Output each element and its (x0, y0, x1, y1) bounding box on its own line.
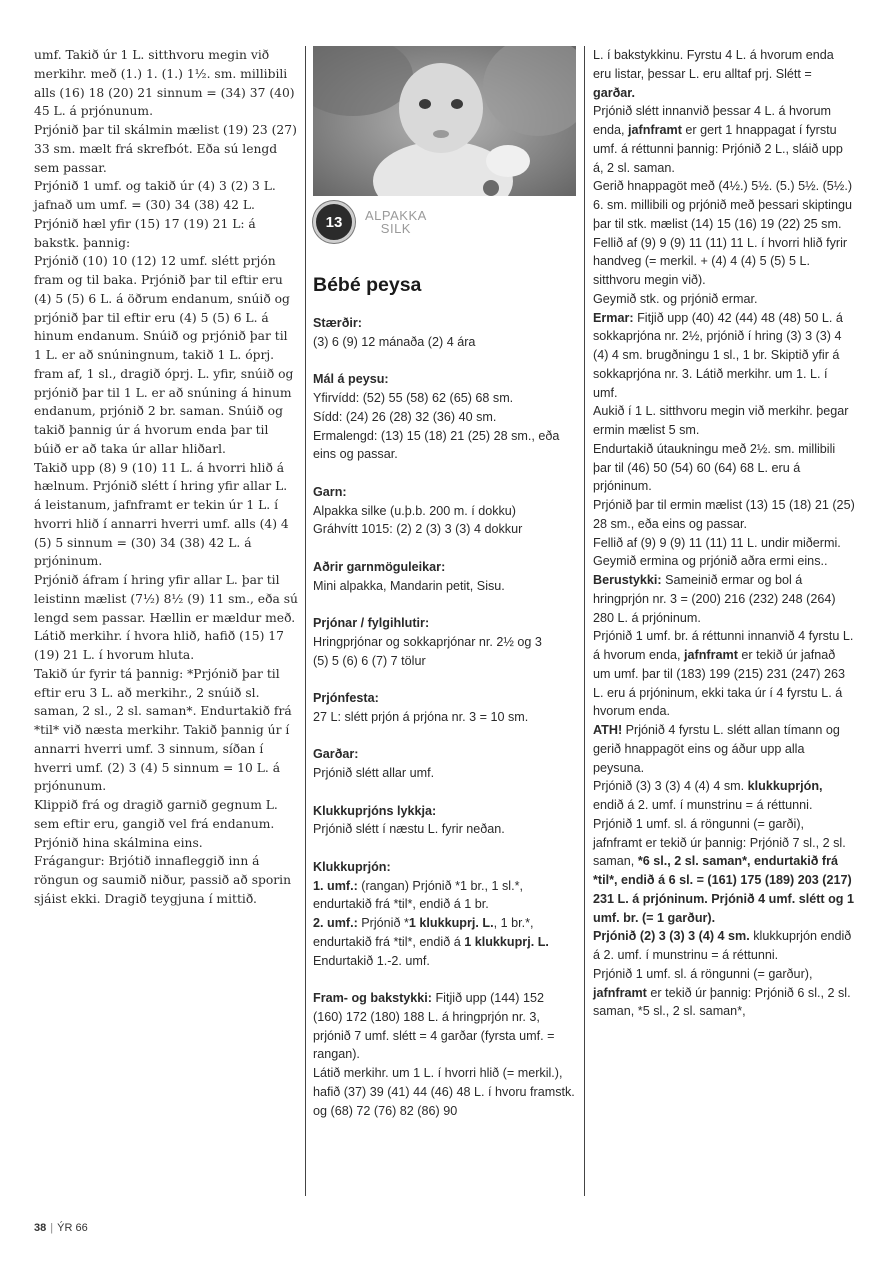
paragraph (593, 777, 855, 815)
section-alt-yarn (313, 558, 576, 596)
column-divider-right (584, 46, 585, 1196)
footer-separator: | (50, 1222, 54, 1234)
yarn-brand-line1: ALPAKKA (365, 208, 427, 223)
section-line: 27 L: slétt prjón á prjóna nr. 3 = 10 sm. (313, 709, 529, 724)
section-body (313, 989, 576, 1120)
text: er gert 1 hnappagat í fyrstu umf. á réttunni þannig: Prjónið 2 L., sláið upp á, 2 sl. saman. (593, 123, 843, 175)
note-label: ATH! (593, 723, 623, 737)
paragraph: Prjónið (10) 10 (12) 12 umf. slétt prjón fram og til baka. Prjónið þar til eftir eru (4) 5 (5) 6 L. á öðrum endanum, snúið og prjónið þar til eftir eru (4) 5 (5) 6 L. á hinum endanum. Snúið og prjónið þar til 1 L. er að snúningnum, takið 1 L. óprj. fram af, 1 sl., dragið óprj. L. yfir, snúið og prjónið þar til 1 L. er að snúning á hinum endanum, prjónið 2 br. saman. Snúið og takið þannig úr á hvorum enda þar til búið er að taka úr allar hliðarl. (34, 254, 294, 456)
row-text-bold: 1 klukkuprj. L. (464, 934, 549, 949)
section-heading: Klukkuprjóns lykkja: (313, 803, 437, 818)
pattern-title: Bébé peysa (313, 274, 422, 296)
section-gauge (313, 689, 576, 727)
paragraph: Gerið hnappagöt með (4½.) 5½. (5.) 5½. (5½.) 6. sm. millibili og prjónið með þessari skiptingu þar til stk. mælist (14) 15 (16) 19 (22) 25 sm. Fellið af (9) 9 (9) 11 (11) 11 L. í hvorri hlið fyrir handveg (= merkil. + (4) 4 (4) 5 (5) 5 L. sitthvoru megin við). (593, 179, 853, 287)
text: L. í bakstykkinu. Fyrstu 4 L. á hvorum enda eru listar, þessar L. eru alltaf prj. Slétt = (593, 48, 834, 81)
section-heading: Prjónfesta: (313, 691, 379, 705)
section-line: Yfirvídd: (52) 55 (58) 62 (65) 68 sm. (313, 391, 514, 405)
section-heading: Klukkuprjón: (313, 859, 391, 874)
row-text: (rangan) Prjónið *1 br., 1 sl.*, endurtakið frá *til*, endið á 1 br. (313, 878, 523, 912)
text: er tekið úr jafnað um umf. þar til (183) 199 (215) 231 (247) 263 L. eru á prjóninum, ekki taka úr í 4 fyrstu L. á hvorum enda. (593, 648, 846, 719)
row-text-bold: 1 klukkuprj. L. (408, 916, 494, 930)
section-line: Prjónið slétt í næstu L. fyrir neðan. (313, 822, 505, 837)
section-line: Ermalengd: (13) 15 (18) 21 (25) 28 sm., eða eins og passar. (313, 428, 560, 462)
section-sizes (313, 314, 576, 352)
section-label: Berustykki: (593, 573, 662, 587)
section-garter (313, 745, 576, 783)
paragraph: Fellið af (9) 9 (9) 11 (11) 11 L. undir miðermi. (593, 535, 841, 550)
body-paragraph (313, 989, 576, 1064)
paragraph (593, 815, 855, 928)
text: er tekið úr þannig: Prjónið 6 sl., 2 sl. saman, *5 sl., 2 sl. saman*, (593, 985, 851, 1019)
row-label: 2. umf.: (313, 916, 358, 930)
row-text: Prjónið * (357, 916, 409, 930)
text: Prjónið slétt innanvið þessar 4 L. á hvorum enda, (593, 104, 832, 137)
paragraph: Endurtakið útaukningu með 2½. sm. millibili þar til (46) 50 (54) 60 (64) 68 L. eru á prjóninum. (593, 441, 836, 494)
paragraph (593, 571, 855, 627)
section-heading: Prjónar / fylgihlutir: (313, 616, 430, 630)
baby-photo (313, 46, 576, 196)
column-3 (593, 46, 855, 1021)
repeat-instruction: Endurtakið 1.-2. umf. (313, 953, 430, 968)
section-needles (313, 614, 576, 670)
text: Prjónið 1 umf. sl. á röngunni (= garði), jafnframt er tekið úr þannig: Prjónið 7 sl., 2 sl. saman, (593, 816, 846, 869)
text: Prjónið (3) 3 (3) 4 (4) 4 sm. (593, 779, 748, 794)
paragraph (593, 627, 855, 721)
text: klukkuprjón endið á 2. umf. í munstrinu = á réttunni. (593, 929, 852, 962)
section-heading: Garðar: (313, 747, 359, 762)
section-line: Mini alpakka, Mandarin petit, Sisu. (313, 578, 505, 593)
paragraph: umf. Takið úr 1 L. sitthvoru megin við merkihr. með (1.) 1. (1.) 1½. sm. millibili alls (16) 18 (20) 21 sinnum = (34) 37 (40) 45 L. á prjónunum. (34, 48, 295, 119)
text: endið á 2. umf. í munstrinu = á réttunni. (593, 798, 813, 812)
page-footer (34, 1222, 88, 1234)
baby-photo-illustration (313, 46, 576, 196)
paragraph (593, 102, 855, 177)
section-line: Hringprjónar og sokkaprjónar nr. 2½ og 3 (313, 634, 542, 649)
paragraph: Geymið stk. og prjónið ermar. (593, 291, 758, 306)
section-line: Prjónið slétt allar umf. (313, 766, 435, 780)
paragraph: Takið úr fyrir tá þannig: *Prjónið þar til eftir eru 3 L. að merkihr., 2 snúið sl. saman, 2 sl., 2 sl. saman*. Endurtakið frá *til* við næsta merkihr. Takið þannig úr í annarri hverri umf. 3 sinnum, síðan í hverri umf. (2) 3 (4) 5 sinnum = 10 L. á prjónunum. (34, 666, 292, 794)
paragraph (593, 927, 855, 965)
section-line: Alpakka silke (u.þ.b. 200 m. í dokku) (313, 503, 516, 518)
section-line: (3) 6 (9) 12 mánaða (2) 4 ára (313, 334, 476, 349)
paragraph: Frágangur: Brjótið innafleggið inn á röngun og saumið niður, passið að sporin sjáist ekki. Dragið teygjuna í mittið. (34, 854, 292, 906)
paragraph (593, 309, 855, 403)
paragraph: Látið merkihr. í hvora hlið, hafið (15) 17 (19) 21 L. í hvorum hluta. (34, 629, 284, 662)
text-bold: jafnframt (684, 648, 738, 662)
row-label: 1. umf.: (313, 878, 358, 893)
magazine-issue: ÝR 66 (57, 1222, 88, 1234)
paragraph (593, 721, 855, 777)
pattern-number-badge: 13 (313, 201, 355, 243)
row-2-instruction (313, 914, 576, 952)
text: Sameinið ermar og bol á hringprjón nr. 3 = (200) 216 (232) 248 (264) 280 L. á prjóninum. (593, 573, 836, 625)
row-text: , 1 br.*, endurtakið frá *til*, endið á (313, 916, 534, 949)
section-yarn (313, 483, 576, 539)
text-bold: jafnframt (593, 985, 647, 1000)
section-fisherman-stitch (313, 802, 576, 840)
paragraph (593, 46, 855, 102)
paragraph: Geymið ermina og prjónið aðra ermi eins.. (593, 554, 828, 569)
body-paragraph: Látið merkihr. um 1 L. í hvorri hlið (= merkil.), hafið (37) 39 (41) 44 (46) 48 L. í hvoru framstk. og (68) 72 (76) 82 (86) 90 (313, 1066, 575, 1118)
paragraph (593, 965, 855, 1021)
section-line: (5) 5 (6) 6 (7) 7 tölur (313, 653, 426, 668)
yarn-brand (365, 209, 427, 235)
text-bold: jafnframt (628, 123, 682, 137)
paragraph: Prjónið þar til skálmin mælist (19) 23 (27) 33 sm. mælt frá skrefbót. Eða sú lengd sem passar. (34, 123, 297, 175)
paragraph: Prjónið þar til ermin mælist (13) 15 (18) 21 (25) 28 sm., eða eins og passar. (593, 498, 855, 531)
section-label: Ermar: (593, 310, 634, 325)
column-divider-left (305, 46, 306, 1196)
text-bold: garðar. (593, 85, 635, 100)
row-1-instruction (313, 877, 576, 915)
paragraph: Prjónið 1 umf. og takið úr (4) 3 (2) 3 L. jafnað um umf. = (30) 34 (38) 42 L. Prjónið hæl yfir (15) 17 (19) 21 L: á bakstk. þannig: (34, 179, 276, 250)
text: Fitjið upp (40) 42 (44) 48 (48) 50 L. á sokkaprjóna nr. 2½, prjónið í hring (3) 3 (3) 4 (4) 4 sm. brugðningu 1 sl., 1 br. Skiptið yfir á sokkaprjóna nr. 3. Látið merkihr. um 1. L. í umf. (593, 310, 843, 400)
section-heading: Aðrir garnmöguleikar: (313, 559, 446, 574)
body-text: Fitjið upp (144) 152 (160) 172 (180) 188 L. á hringprjón nr. 3, prjónið 7 umf. slétt = 4 garðar (fyrsta umf. = rangan). (313, 991, 555, 1062)
column-2 (313, 46, 576, 1120)
section-line: Sídd: (24) 26 (28) 32 (36) 40 sm. (313, 409, 497, 424)
paragraph: Prjónið áfram í hring yfir allar L. þar til leistinn mælist (7½) 8½ (9) 11 sm., eða sú lengd sem passar. Hællin er mældur með. (34, 573, 298, 625)
yarn-brand-line2: SILK (380, 221, 411, 236)
text-bold: Prjónið (2) 3 (3) 3 (4) 4 sm. (593, 929, 750, 944)
section-heading: Garn: (313, 484, 347, 499)
text: Prjónið 1 umf. sl. á röngunni (= garður), (593, 966, 813, 981)
column-1 (34, 46, 298, 909)
section-heading: Mál á peysu: (313, 372, 389, 387)
text: Prjónið 4 fyrstu L. slétt allan tímann og gerið hnappagöt eins og áður upp alla peysuna. (593, 723, 840, 775)
text-bold: *6 sl., 2 sl. saman*, endurtakið frá *til*, endið á 6 sl. = (161) 175 (189) 203 (217) 231 L. á prjóninum. Prjónið 4 umf. slétt og 1 umf. br. (= 1 garður). (593, 854, 855, 925)
brand-row (313, 202, 576, 242)
section-heading: Stærðir: (313, 316, 362, 330)
text: Prjónið 1 umf. br. á réttunni innanvið 4 fyrstu L. á hvorum enda, (593, 629, 854, 662)
paragraph: Takið upp (8) 9 (10) 11 L. á hvorri hlið á hælnum. Prjónið slétt í hring yfir allar L. á leistanum, jafnframt er tekin úr 1 L. í hvorri hlið í annarri hverri umf. alls (4) 4 (5) 5 sinnum = (30) 34 (38) 42 L. á prjóninum. (34, 460, 289, 569)
section-measurements (313, 370, 576, 464)
section-line: Gráhvítt 1015: (2) 2 (3) 3 (3) 4 dokkur (313, 522, 523, 537)
pattern-details (313, 314, 576, 1120)
paragraph: Klippið frá og dragið garnið gegnum L. sem eftir eru, gangið vel frá endanum. Prjónið hina skálmina eins. (34, 798, 278, 850)
page-number: 38 (34, 1222, 47, 1234)
section-label: Fram- og bakstykki: (313, 991, 432, 1005)
text-bold: klukkuprjón, (747, 779, 823, 794)
section-fisherman-rib (313, 858, 576, 971)
paragraph: Aukið í 1 L. sitthvoru megin við merkihr. þegar ermin mælist 5 sm. (593, 404, 849, 437)
